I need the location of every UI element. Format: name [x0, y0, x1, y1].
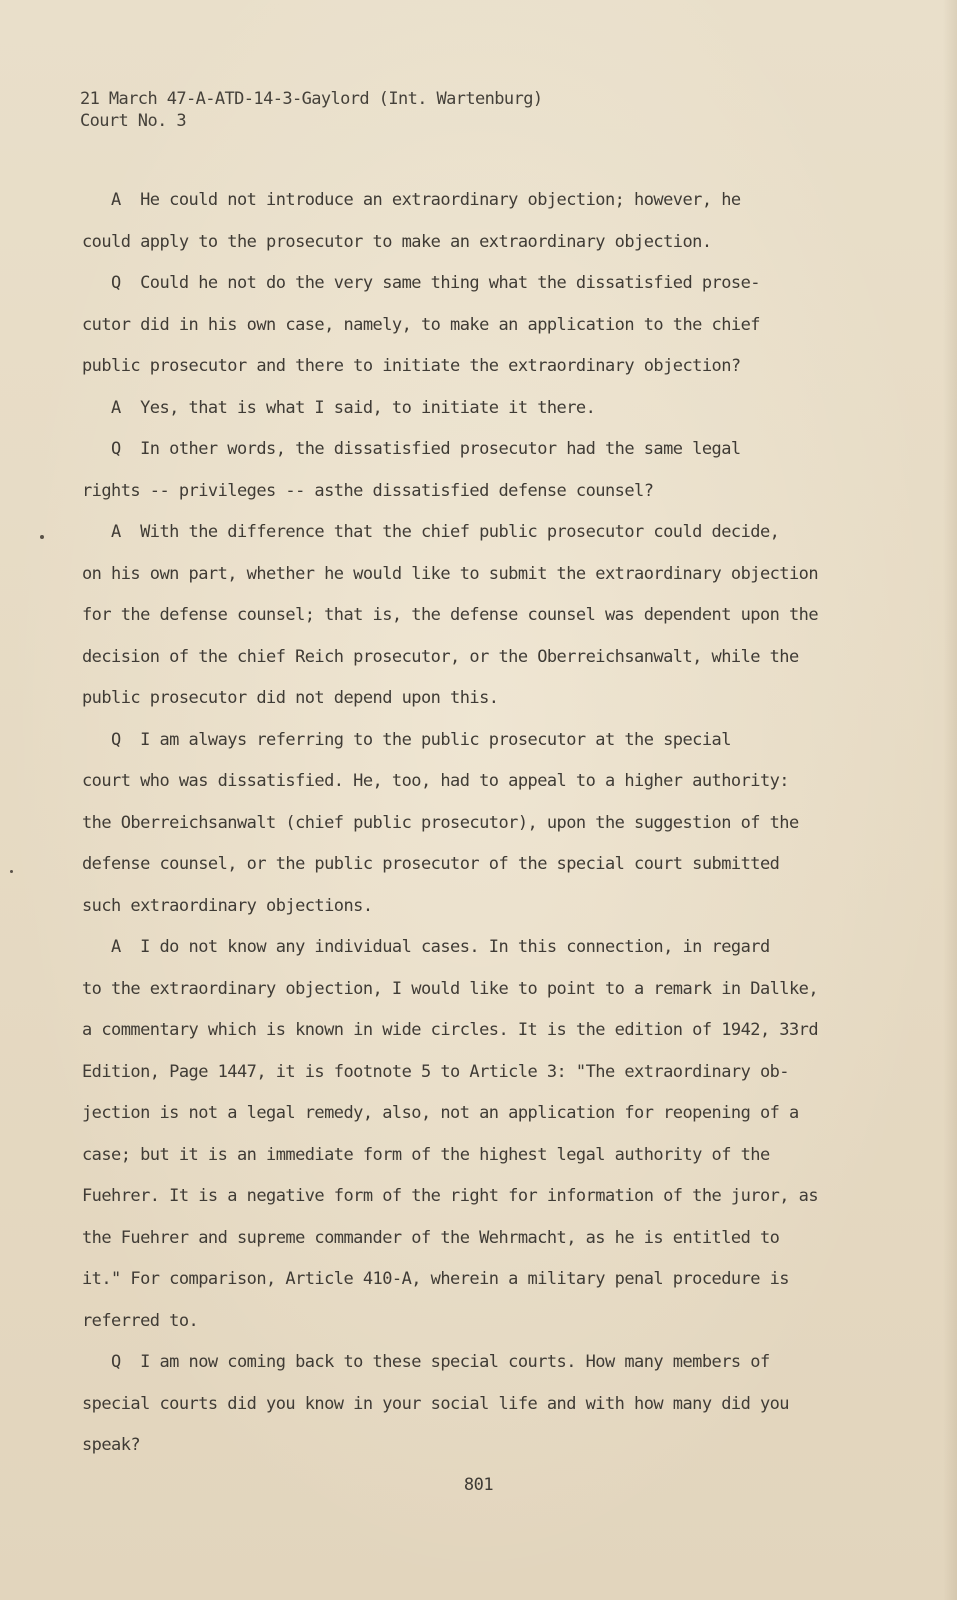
transcript-line: decision of the chief Reich prosecutor, or the Oberreichsanwalt, while the	[82, 646, 799, 667]
transcript-line: jection is not a legal remedy, also, not an application for reopening of a	[82, 1103, 799, 1123]
transcript-line: Q I am now coming back to these special courts. How many members of	[82, 1352, 770, 1372]
transcript-line: A He could not introduce an extraordinary objection; however, he	[82, 190, 741, 210]
transcript-line: rights -- privileges -- asthe dissatisfied defense counsel?	[82, 480, 654, 501]
transcript-line: special courts did you know in your social life and with how many did you	[82, 1393, 789, 1414]
transcript-line: A Yes, that is what I said, to initiate it there.	[82, 397, 596, 418]
transcript-line: court who was dissatisfied. He, too, had to appeal to a higher authority:	[82, 771, 789, 791]
transcript-line: A I do not know any individual cases. In this connection, in regard	[82, 937, 770, 957]
transcript-line: it." For comparison, Article 410-A, wherein a military penal procedure is	[82, 1269, 789, 1289]
transcript-line: the Oberreichsanwalt (chief public prosecutor), upon the suggestion of the	[82, 812, 799, 833]
transcript-line: public prosecutor did not depend upon this.	[82, 688, 499, 708]
transcript-line: for the defense counsel; that is, the defense counsel was dependent upon the	[82, 605, 819, 625]
margin-speck	[40, 535, 44, 539]
transcript-line: a commentary which is known in wide circles. It is the edition of 1942, 33rd	[82, 1020, 819, 1040]
transcript-line: case; but it is an immediate form of the highest legal authority of the	[82, 1144, 770, 1165]
transcript-line: speak?	[82, 1435, 141, 1455]
transcript-line: referred to.	[82, 1310, 199, 1331]
transcript-line: Q In other words, the dissatisfied prosecutor had the same legal	[82, 439, 741, 459]
transcript-line: cutor did in his own case, namely, to make an application to the chief	[82, 314, 760, 335]
transcript-line: to the extraordinary objection, I would like to point to a remark in Dallke,	[82, 978, 819, 999]
document-header	[80, 88, 542, 132]
page-edge-shadow	[943, 0, 957, 1600]
transcript-line: Q I am always referring to the public prosecutor at the special	[82, 729, 731, 750]
page-number: 801	[463, 1475, 494, 1495]
transcript-line: Q Could he not do the very same thing what the dissatisfied prose-	[82, 273, 760, 293]
transcript-line: public prosecutor and there to initiate the extraordinary objection?	[82, 356, 741, 376]
transcript-line: on his own part, whether he would like to submit the extraordinary objection	[82, 563, 819, 584]
transcript-body	[82, 190, 872, 1477]
transcript-line: such extraordinary objections.	[82, 895, 373, 916]
header-case-line: 21 March 47-A-ATD-14-3-Gaylord (Int. Wartenburg)	[80, 89, 543, 109]
header-court-line: Court No. 3	[80, 111, 186, 131]
margin-speck	[10, 870, 13, 873]
transcript-line: the Fuehrer and supreme commander of the Wehrmacht, as he is entitled to	[82, 1227, 780, 1248]
transcript-line: could apply to the prosecutor to make an extraordinary objection.	[82, 231, 712, 252]
transcript-line: Fuehrer. It is a negative form of the right for information of the juror, as	[82, 1186, 819, 1206]
transcript-line: defense counsel, or the public prosecutor of the special court submitted	[82, 854, 780, 874]
transcript-line: Edition, Page 1447, it is footnote 5 to Article 3: "The extraordinary ob-	[82, 1061, 789, 1082]
transcript-line: A With the difference that the chief public prosecutor could decide,	[82, 522, 780, 542]
